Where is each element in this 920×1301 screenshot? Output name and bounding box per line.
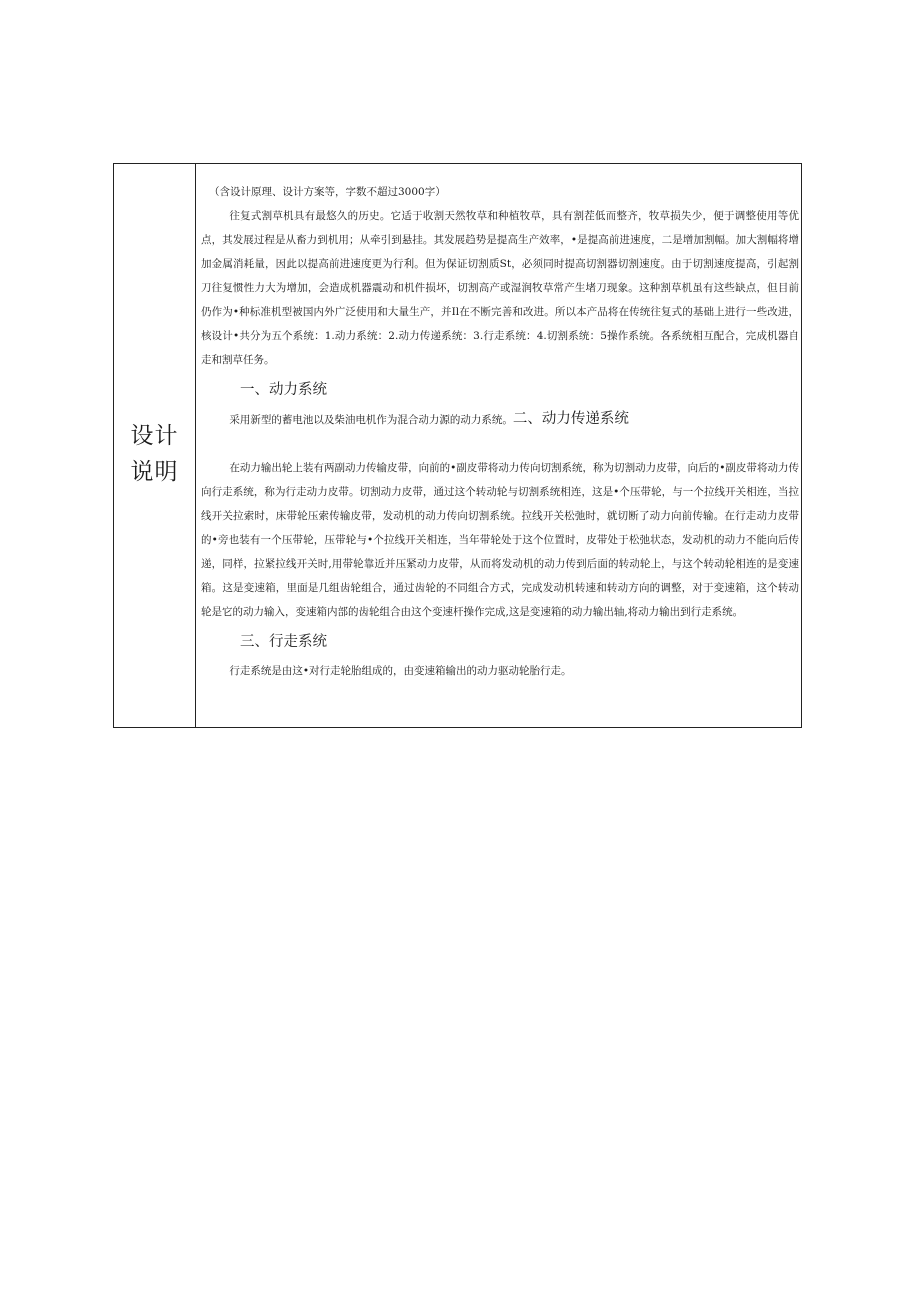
- label-line-1: 设计: [130, 423, 179, 449]
- section-heading-travel: 三、行走系统: [240, 634, 327, 650]
- label-cell: [114, 164, 196, 727]
- instruction-note: （含设计原理、设计方案等，字数不超过3000字）: [209, 186, 446, 198]
- travel-system-paragraph: 行走系统是由这•对行走轮胎组成的，由变速箱输出的动力驱动轮胎行走。: [229, 665, 572, 677]
- power-system-paragraph: [201, 407, 799, 432]
- design-description-table: [113, 163, 802, 728]
- power-system-text: 采用新型的蓄电池以及柴油电机作为混合动力源的动力系统。: [229, 414, 513, 426]
- spacer: [201, 432, 799, 456]
- transmission-paragraph: 在动力输出轮上装有两副动力传输皮带，向前的•副皮带将动力传向切割系统，称为切割动力皮带，向后的•副皮带将动力传向行走系统，称为行走动力皮带。切割动力皮带，通过这个转动轮与切割系统相连，这是•个压带轮，与一个拉线开关相连，当拉线开关拉索时，床带轮压索传输皮带，发动机的动力传向切割系统。拉线开关松弛时，就切断了动力向前传输。在行走动力皮带的•旁也装有一个压带轮，压带轮与•个拉线开关相连，当年带轮处于这个位置时，皮带处于松弛状态，发动机的动力不能向后传递，同样，拉紧拉线开关时,用带轮靠近并压紧动力皮带，从而将发动机的动力传到后面的转动轮上，与这个转动轮相连的是变速箱。这是变速箱，里面是几组齿轮组合，通过齿轮的不同组合方式，完成发动机转速和转动方向的调整，对于变速箱，这个转动轮是它的动力输入，变速箱内部的齿轮组合由这个变速杆操作完成,这是变速箱的动力输出轴,将动力输出到行走系统。: [201, 462, 799, 618]
- section-heading-power: 一、动力系统: [240, 382, 327, 398]
- section-heading-transmission: 二、动力传递系统: [512, 411, 629, 427]
- label-line-2: 说明: [130, 459, 179, 485]
- intro-paragraph: 往复式割草机具有最悠久的历史。它适于收割天然牧草和种植牧草，具有割茬低而整齐，牧草损失少，便于调整使用等优点，其发展过程是从畜力到机用；从牵引到悬挂。其发展趋势是提高生产效率，•是提高前进速度，二是增加割幅。加大割幅将增加金属消耗量，因此以提高前进速度更为行利。但为保证切割质St，必须同时提高切割器切割速度。由于切割速度提高，引起割刀往复惯性力大为增加，会造成机器震动和机件损坏，切割高产或湿润牧草常产生堵刀现象。这种割草机虽有这些缺点，但目前仍作为•种标准机型被国内外广泛使用和大量生产，并Il在不断完善和改进。所以本产品将在传统往复式的基础上进行一些改进，核设计•共分为五个系统：1.动力系统：2.动力传递系统：3.行走系统：4.切割系统：5操作系统。各系统相互配合，完成机器自走和割草任务。: [201, 210, 799, 366]
- content-cell: [196, 164, 801, 727]
